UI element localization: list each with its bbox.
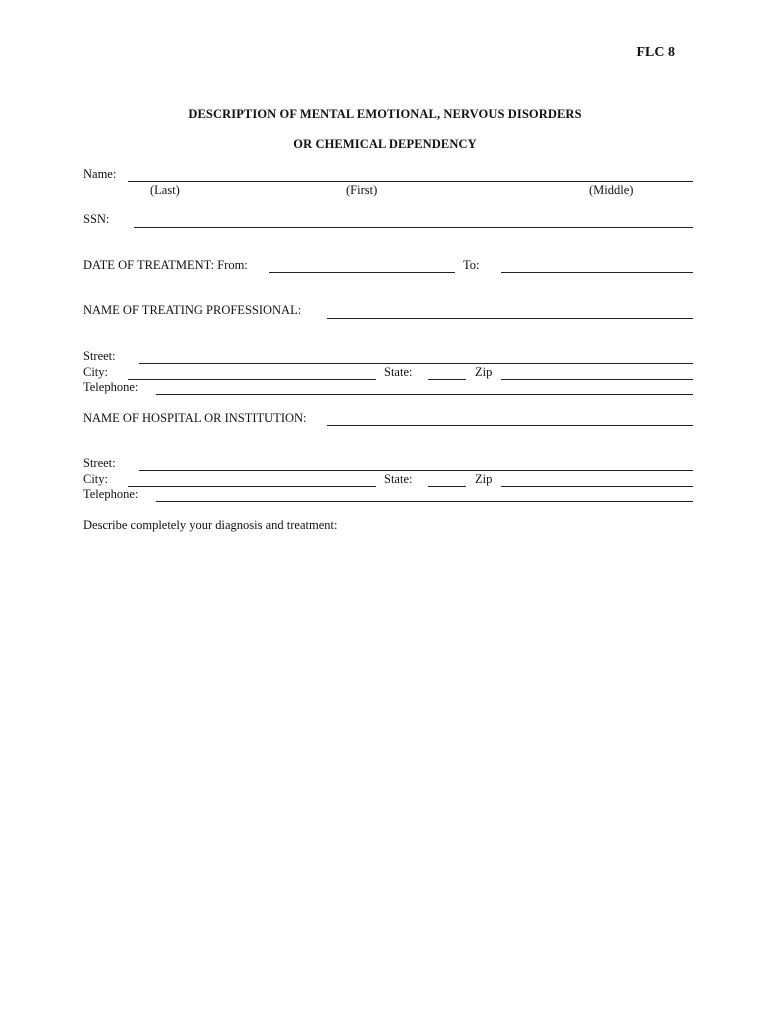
ssn-field-line[interactable]: [134, 227, 693, 228]
hospital-city-label: City:: [83, 472, 109, 486]
treatment-from-field-line[interactable]: [269, 272, 455, 273]
hospital-street-field-line[interactable]: [139, 470, 693, 471]
form-title-line-2: OR CHEMICAL DEPENDENCY: [293, 137, 477, 151]
professional-street-label: Street:: [83, 349, 116, 363]
hospital-telephone-label: Telephone:: [83, 487, 139, 501]
describe-diagnosis-label: Describe completely your diagnosis and treatment:: [83, 518, 338, 532]
hospital-zip-label: Zip: [475, 472, 493, 486]
name-label: Name:: [83, 167, 117, 181]
form-title-line-1: DESCRIPTION OF MENTAL EMOTIONAL, NERVOUS DISORDERS: [188, 107, 582, 121]
treatment-to-label: To:: [463, 258, 480, 272]
professional-telephone-label: Telephone:: [83, 380, 139, 394]
professional-street-field-line[interactable]: [139, 363, 693, 364]
treating-professional-label: NAME OF TREATING PROFESSIONAL:: [83, 303, 302, 317]
professional-telephone-field-line[interactable]: [156, 394, 693, 395]
professional-city-field-line[interactable]: [128, 379, 376, 380]
hospital-street-label: Street:: [83, 456, 116, 470]
treating-professional-field-line[interactable]: [327, 318, 693, 319]
name-middle-caption: (Middle): [589, 183, 634, 197]
name-field-line[interactable]: [128, 181, 693, 182]
treatment-to-field-line[interactable]: [501, 272, 693, 273]
hospital-state-label: State:: [384, 472, 413, 486]
professional-state-field-line[interactable]: [428, 379, 466, 380]
hospital-city-field-line[interactable]: [128, 486, 376, 487]
hospital-field-line[interactable]: [327, 425, 693, 426]
professional-state-label: State:: [384, 365, 413, 379]
professional-zip-label: Zip: [475, 365, 493, 379]
hospital-state-field-line[interactable]: [428, 486, 466, 487]
professional-city-label: City:: [83, 365, 109, 379]
name-last-caption: (Last): [150, 183, 180, 197]
treatment-from-label: DATE OF TREATMENT: From:: [83, 258, 248, 272]
form-code: FLC 8: [636, 45, 675, 60]
ssn-label: SSN:: [83, 212, 110, 226]
professional-zip-field-line[interactable]: [501, 379, 693, 380]
hospital-zip-field-line[interactable]: [501, 486, 693, 487]
name-first-caption: (First): [346, 183, 378, 197]
hospital-telephone-field-line[interactable]: [156, 501, 693, 502]
hospital-label: NAME OF HOSPITAL OR INSTITUTION:: [83, 411, 307, 425]
